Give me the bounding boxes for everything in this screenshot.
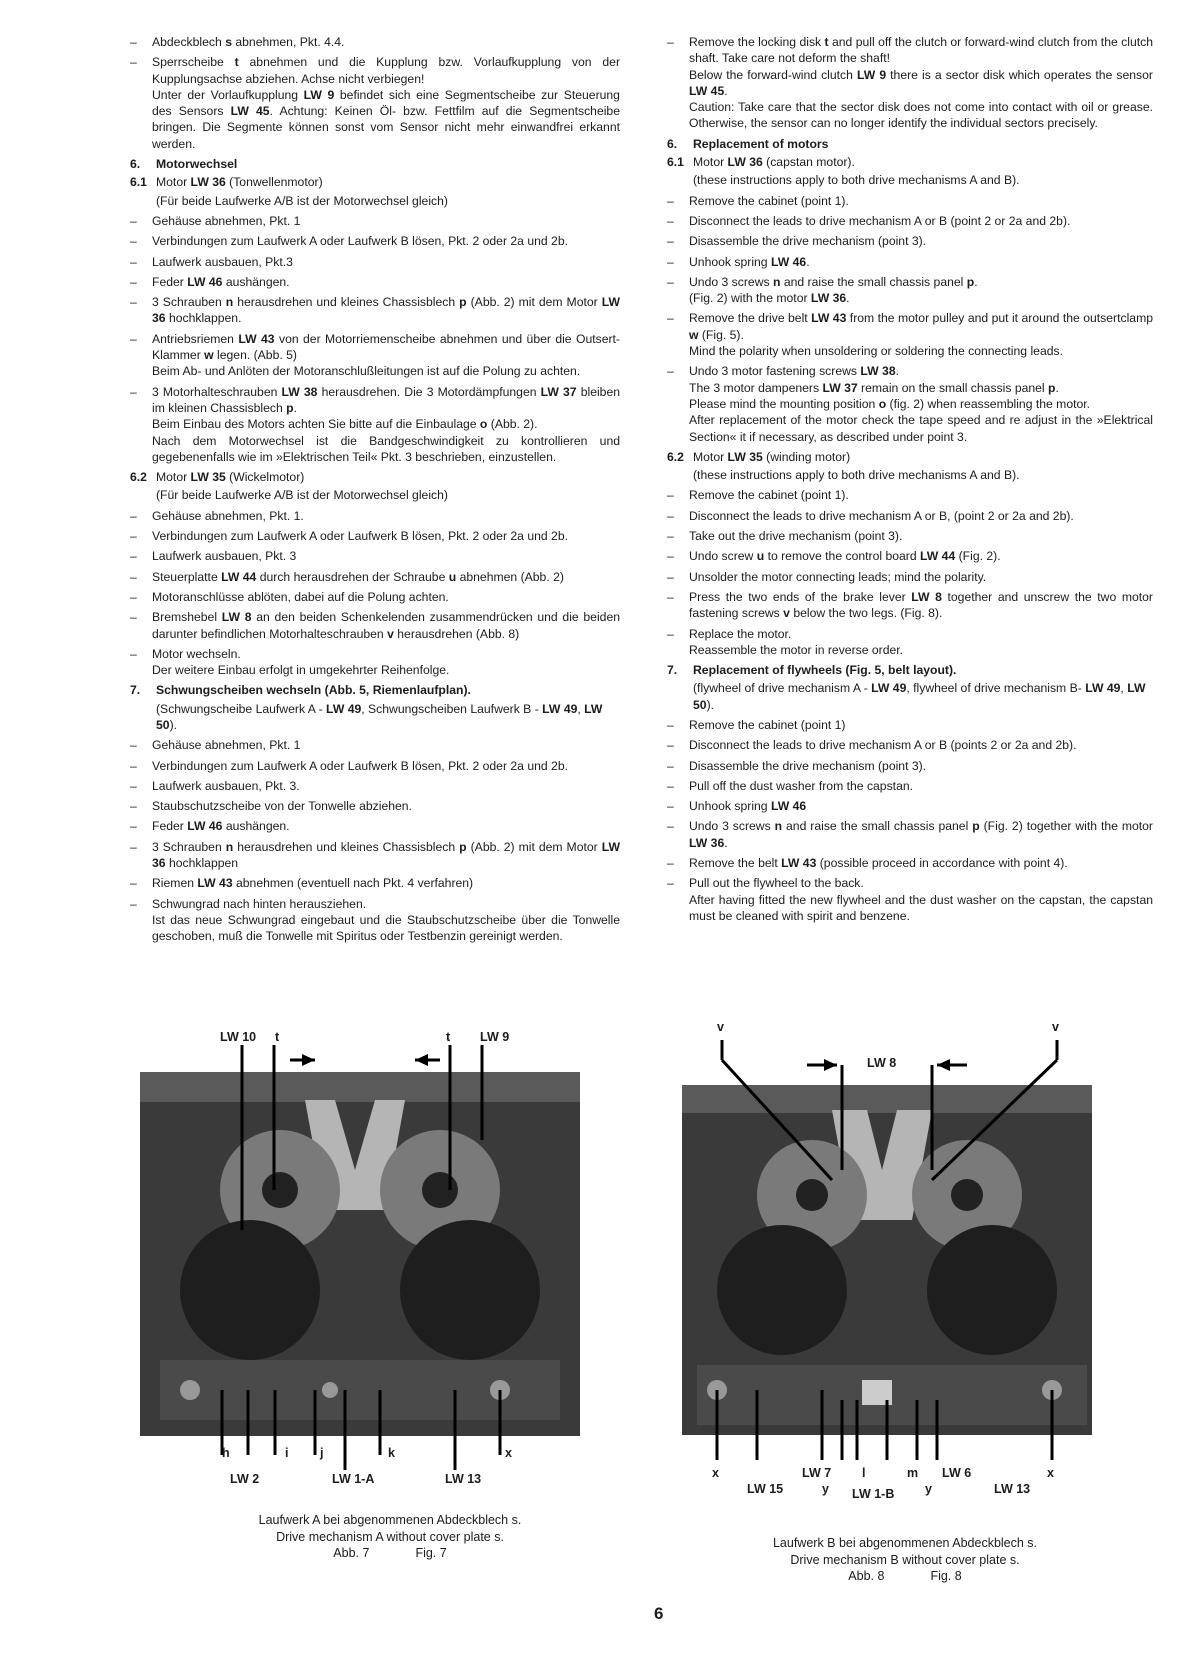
instruction-item <box>130 589 620 605</box>
label-x: x <box>505 1446 512 1460</box>
instruction-text: Remove the belt LW 43 (possible proceed in accordance with point 4). <box>689 856 1068 871</box>
label-lw8: LW 8 <box>867 1056 897 1070</box>
label-x-right: x <box>1047 1466 1054 1480</box>
instruction-text: Undo screw u to remove the control board LW 44 (Fig. 2). <box>689 549 1001 564</box>
instruction-item <box>130 737 620 753</box>
caption-fig7-en: Drive mechanism A without cover plate s. <box>276 1529 504 1544</box>
instruction-note: Beim Ab- und Anlöten der Motoranschlußleitungen ist auf die Polung zu achten. <box>152 364 581 379</box>
instruction-text: Schwungrad nach hinten herausziehen. <box>152 896 367 911</box>
dash-marker: – <box>130 610 137 625</box>
instruction-text: Disassemble the drive mechanism (point 3). <box>689 758 927 773</box>
subsection-number: 6.2 <box>667 449 684 464</box>
dash-marker: – <box>667 549 674 564</box>
instruction-text: Take out the drive mechanism (point 3). <box>689 529 903 544</box>
instruction-text: Disconnect the leads to drive mechanism A or B (points 2 or 2a and 2b). <box>689 738 1077 753</box>
instruction-note: After replacement of the motor check the tape speed and re adjust in the »Elektrical Section« it if necessary, as described under point 3. <box>689 413 1153 444</box>
instruction-text: 3 Motorhalteschrauben LW 38 herausdrehen. Die 3 Motordämpfungen LW 37 bleiben im kleinen Chassisblech p. <box>152 384 621 415</box>
instruction-note: Please mind the mounting position o (fig. 2) when reassembling the motor. <box>689 396 1091 411</box>
instruction-text: Undo 3 screws n and raise the small chassis panel p. <box>689 274 978 289</box>
instruction-text: Disassemble the drive mechanism (point 3). <box>689 234 927 249</box>
instruction-item <box>667 778 1153 794</box>
instruction-text: Undo 3 motor fastening screws LW 38. <box>689 364 899 379</box>
section-title: Replacement of motors <box>693 136 829 151</box>
subsection-note: (these instructions apply to both drive mechanisms A and B). <box>693 173 1020 188</box>
subsection-note: (Für beide Laufwerke A/B ist der Motorwechsel gleich) <box>156 193 448 208</box>
instruction-text: Unhook spring LW 46 <box>689 799 807 814</box>
instruction-text: Antriebsriemen LW 43 von der Motorriemenscheibe abnehmen und über die Outsert-Klammer w legen. (Abb. 5) <box>152 331 620 363</box>
dash-marker: – <box>667 589 674 604</box>
label-v-right: v <box>1052 1020 1059 1034</box>
instruction-note: After having fitted the new flywheel and the dust washer on the capstan, the capstan must be cleaned with spirit and benzene. <box>689 892 1153 923</box>
label-k: k <box>388 1446 395 1460</box>
figure-drive-a <box>130 1030 600 1486</box>
dash-marker: – <box>130 646 137 661</box>
dash-marker: – <box>130 738 137 753</box>
instruction-note: Ist das neue Schwungrad eingebaut und die Staubschutzscheibe über die Tonwelle geschoben, muß die Tonwelle mit Spiritus oder Testbenzin gereinigt werden. <box>152 912 620 944</box>
instruction-text: Pull out the flywheel to the back. <box>689 876 864 891</box>
caption-fig7-de: Laufwerk A bei abgenommenen Abdeckblech s. <box>258 1513 522 1527</box>
subsection-number: 6.1 <box>130 175 147 190</box>
instruction-item <box>130 778 620 794</box>
instruction-item <box>667 548 1153 564</box>
instruction-item <box>130 528 620 544</box>
label-h: h <box>222 1446 230 1460</box>
instruction-text: Feder LW 46 aushängen. <box>152 819 290 834</box>
caption-fig8-abb: Abb. 8 <box>848 1569 885 1583</box>
dash-marker: – <box>667 856 674 871</box>
instruction-text: Sperrscheibe t abnehmen und die Kupplung bzw. Vorlaufkupplung von der Kupplungsachse abziehen. Achse nicht verbiegen! <box>152 55 621 86</box>
caption-fig8-en: Drive mechanism B without cover plate s. <box>790 1552 1020 1567</box>
instruction-item <box>667 737 1153 753</box>
instruction-text: Gehäuse abnehmen, Pkt. 1. <box>152 508 304 523</box>
subsection-number: 6.2 <box>130 470 147 485</box>
dash-marker: – <box>130 274 137 289</box>
dash-marker: – <box>130 819 137 834</box>
photo-drive-a <box>130 1030 600 1480</box>
instruction-note: Mind the polarity when unsoldering or soldering the connecting leads. <box>689 344 1063 359</box>
dash-marker: – <box>667 569 674 584</box>
section-heading <box>667 136 1153 152</box>
subsection-heading <box>130 174 620 190</box>
dash-marker: – <box>130 896 137 911</box>
section-heading <box>130 682 620 698</box>
instruction-text: Unsolder the motor connecting leads; mind the polarity. <box>689 569 987 584</box>
dash-marker: – <box>130 799 137 814</box>
instruction-text: Disconnect the leads to drive mechanism A or B, (point 2 or 2a and 2b). <box>689 508 1074 523</box>
instruction-item <box>130 548 620 564</box>
caption-fig7-fig: Fig. 7 <box>415 1546 447 1560</box>
instruction-item <box>130 569 620 585</box>
instruction-text: Motoranschlüsse ablöten, dabei auf die Polung achten. <box>152 589 449 604</box>
instruction-text: 3 Schrauben n herausdrehen und kleines Chassisblech p (Abb. 2) mit dem Motor LW 36 hochklappen. <box>152 295 620 326</box>
instruction-text: Remove the locking disk t and pull off the clutch or forward-wind clutch from the clutch shaft. Take care not deform the shaft! <box>689 35 1153 66</box>
subsection-title: Motor LW 36 (Tonwellenmotor) <box>156 175 323 190</box>
dash-marker: – <box>667 778 674 793</box>
instruction-item <box>667 363 1153 444</box>
caption-fig7 <box>130 1512 650 1562</box>
dash-marker: – <box>667 311 674 326</box>
instruction-item <box>667 508 1153 524</box>
instruction-text: Verbindungen zum Laufwerk A oder Laufwerk B lösen, Pkt. 2 oder 2a und 2b. <box>152 529 568 544</box>
section-note: (Schwungscheibe Laufwerk A - LW 49, Schwungscheiben Laufwerk B - LW 49, LW 50). <box>156 701 603 732</box>
dash-marker: – <box>130 589 137 604</box>
label-x-left: x <box>712 1466 719 1480</box>
instruction-text: Gehäuse abnehmen, Pkt. 1 <box>152 738 301 753</box>
dash-marker: – <box>130 549 137 564</box>
instruction-text: Disconnect the leads to drive mechanism A or B (point 2 or 2a and 2b). <box>689 213 1071 228</box>
label-lw7: LW 7 <box>802 1466 832 1480</box>
dash-marker: – <box>667 35 674 49</box>
instruction-item <box>667 274 1153 307</box>
caption-fig7-abb: Abb. 7 <box>333 1546 370 1560</box>
section-title: Motorwechsel <box>156 157 238 172</box>
page-number: 6 <box>654 1604 664 1623</box>
instruction-item <box>130 331 620 380</box>
dash-marker: – <box>130 839 137 854</box>
dash-marker: – <box>130 295 137 310</box>
instruction-text: Feder LW 46 aushängen. <box>152 274 290 289</box>
instruction-text: Remove the cabinet (point 1). <box>689 193 849 208</box>
subsection-note: (Für beide Laufwerke A/B ist der Motorwechsel gleich) <box>156 488 448 503</box>
instruction-item <box>130 896 620 945</box>
subsection-heading <box>130 469 620 485</box>
dash-marker: – <box>130 35 137 49</box>
left-text-column <box>130 34 620 949</box>
instruction-item <box>667 569 1153 585</box>
dash-marker: – <box>130 384 137 399</box>
section-number: 6. <box>130 157 141 172</box>
dash-marker: – <box>667 274 674 289</box>
label-lw10: LW 10 <box>220 1030 257 1044</box>
subsection-number: 6.1 <box>667 155 684 170</box>
instruction-text: Pull off the dust washer from the capstan. <box>689 778 914 793</box>
instruction-item <box>667 798 1153 814</box>
dash-marker: – <box>130 876 137 891</box>
label-lw6: LW 6 <box>942 1466 972 1480</box>
instruction-text: 3 Schrauben n herausdrehen und kleines Chassisblech p (Abb. 2) mit dem Motor LW 36 hochklappen <box>152 839 620 871</box>
instruction-item <box>667 818 1153 851</box>
instruction-item <box>130 839 620 872</box>
label-lw13-left: LW 13 <box>445 1472 482 1486</box>
caption-fig8-de: Laufwerk B bei abgenommenen Abdeckblech s. <box>772 1536 1038 1550</box>
instruction-text: Laufwerk ausbauen, Pkt. 3. <box>152 778 300 793</box>
subsection-title: Motor LW 36 (capstan motor). <box>693 155 855 170</box>
instruction-item <box>130 274 620 290</box>
dash-marker: – <box>130 778 137 793</box>
instruction-text: Steuerplatte LW 44 durch herausdrehen der Schraube u abnehmen (Abb. 2) <box>152 569 564 584</box>
instruction-note: Nach dem Motorwechsel ist die Bandgeschwindigkeit zu kontrollieren und gegebenenfalls wie im »Elektrischen Teil« Pkt. 3 beschrieben, einzustellen. <box>152 433 620 464</box>
dash-marker: – <box>130 508 137 523</box>
instruction-item <box>130 384 620 465</box>
label-v-left: v <box>717 1020 724 1034</box>
section-title: Replacement of flywheels (Fig. 5, belt layout). <box>693 663 957 678</box>
instruction-text: Replace the motor. <box>689 626 792 641</box>
instruction-item <box>667 193 1153 209</box>
dash-marker: – <box>667 234 674 249</box>
label-y-right: y <box>925 1482 932 1496</box>
dash-marker: – <box>667 508 674 523</box>
subsection-heading <box>667 449 1153 465</box>
instruction-item <box>130 818 620 834</box>
instruction-item <box>667 758 1153 774</box>
dash-marker: – <box>130 254 137 269</box>
dash-marker: – <box>667 626 674 641</box>
instruction-item <box>667 626 1153 659</box>
subsection-title: Motor LW 35 (winding motor) <box>693 449 851 464</box>
instruction-item <box>130 34 620 50</box>
instruction-note: Beim Einbau des Motors achten Sie bitte auf die Einbaulage o (Abb. 2). <box>152 417 538 432</box>
instruction-item <box>667 233 1153 249</box>
subsection-heading <box>667 154 1153 170</box>
dash-marker: – <box>130 55 137 70</box>
instruction-text: Abdeckblech s abnehmen, Pkt. 4.4. <box>152 35 345 49</box>
label-m: m <box>907 1466 919 1480</box>
instruction-item <box>130 54 620 152</box>
instruction-text: Undo 3 screws n and raise the small chassis panel p (Fig. 2) together with the motor LW 36. <box>689 819 1153 850</box>
dash-marker: – <box>667 758 674 773</box>
instruction-text: Verbindungen zum Laufwerk A oder Laufwerk B lösen, Pkt. 2 oder 2a und 2b. <box>152 234 568 249</box>
label-lw1b: LW 1-B <box>852 1487 895 1501</box>
instruction-text: Bremshebel LW 8 an den beiden Schenkelenden zusammendrücken und die beiden darunter befindlichen Motorhalteschrauben v herausdrehen (Abb. 8) <box>152 610 620 641</box>
label-lw15: LW 15 <box>747 1482 784 1496</box>
instruction-text: Verbindungen zum Laufwerk A oder Laufwerk B lösen, Pkt. 2 oder 2a und 2b. <box>152 758 568 773</box>
dash-marker: – <box>130 758 137 773</box>
instruction-note: Below the forward-wind clutch LW 9 there is a sector disk which operates the sensor LW 45. <box>689 67 1153 98</box>
dash-marker: – <box>667 799 674 814</box>
instruction-item <box>667 855 1153 871</box>
subsection-note: (these instructions apply to both drive mechanisms A and B). <box>693 468 1020 483</box>
instruction-note: Der weitere Einbau erfolgt in umgekehrter Reihenfolge. <box>152 663 450 678</box>
dash-marker: – <box>667 488 674 503</box>
label-l: l <box>862 1466 866 1480</box>
dash-marker: – <box>130 213 137 228</box>
instruction-item <box>667 34 1153 132</box>
instruction-note: (Fig. 2) with the motor LW 36. <box>689 291 850 306</box>
dash-marker: – <box>667 193 674 208</box>
dash-marker: – <box>667 717 674 732</box>
instruction-text: Remove the drive belt LW 43 from the motor pulley and put it around the outsertclamp w (Fig. 5). <box>689 311 1153 342</box>
section-heading <box>667 662 1153 678</box>
instruction-item <box>130 508 620 524</box>
instruction-item <box>130 294 620 327</box>
instruction-note: Reassemble the motor in reverse order. <box>689 642 904 657</box>
photo-drive-b <box>672 1020 1112 1490</box>
section-note: (flywheel of drive mechanism A - LW 49, flywheel of drive mechanism B- LW 49, LW 50). <box>693 681 1146 712</box>
label-i: i <box>285 1446 289 1460</box>
right-text-column <box>667 34 1153 928</box>
instruction-text: Press the two ends of the brake lever LW 8 together and unscrew the two motor fastening screws v below the two legs. (Fig. 8). <box>689 589 1153 621</box>
dash-marker: – <box>130 569 137 584</box>
dash-marker: – <box>667 364 674 379</box>
dash-marker: – <box>667 254 674 269</box>
instruction-item <box>130 213 620 229</box>
instruction-text: Laufwerk ausbauen, Pkt. 3 <box>152 549 297 564</box>
dash-marker: – <box>130 529 137 544</box>
instruction-text: Motor wechseln. <box>152 646 241 661</box>
dash-marker: – <box>667 738 674 753</box>
instruction-item <box>667 254 1153 270</box>
label-lw1a: LW 1-A <box>332 1472 375 1486</box>
instruction-text: Gehäuse abnehmen, Pkt. 1 <box>152 213 301 228</box>
label-lw9: LW 9 <box>480 1030 510 1044</box>
instruction-text: Remove the cabinet (point 1) <box>689 717 846 732</box>
instruction-item <box>130 758 620 774</box>
label-j: j <box>320 1446 324 1460</box>
instruction-item <box>130 233 620 249</box>
dash-marker: – <box>667 529 674 544</box>
instruction-text: Remove the cabinet (point 1). <box>689 488 849 503</box>
section-number: 7. <box>667 663 678 678</box>
instruction-item <box>667 487 1153 503</box>
label-t-left: t <box>275 1030 280 1044</box>
instruction-text: Staubschutzscheibe von der Tonwelle abziehen. <box>152 799 412 814</box>
instruction-item <box>667 528 1153 544</box>
section-number: 6. <box>667 136 678 151</box>
dash-marker: – <box>130 234 137 249</box>
caption-fig8 <box>655 1535 1155 1585</box>
section-heading <box>130 156 620 172</box>
instruction-item <box>130 646 620 679</box>
subsection-title: Motor LW 35 (Wickelmotor) <box>156 470 305 485</box>
instruction-text: Riemen LW 43 abnehmen (eventuell nach Pkt. 4 verfahren) <box>152 876 474 891</box>
instruction-text: Unhook spring LW 46. <box>689 254 810 269</box>
dash-marker: – <box>667 819 674 834</box>
dash-marker: – <box>667 213 674 228</box>
instruction-item <box>667 310 1153 359</box>
instruction-text: Laufwerk ausbauen, Pkt.3 <box>152 254 293 269</box>
label-y-left: y <box>822 1482 829 1496</box>
label-t-right: t <box>446 1030 451 1044</box>
instruction-item <box>667 213 1153 229</box>
section-number: 7. <box>130 683 141 698</box>
instruction-item <box>667 875 1153 924</box>
figure-drive-b <box>672 1020 1112 1501</box>
instruction-item <box>130 875 620 891</box>
label-lw13-right: LW 13 <box>994 1482 1031 1496</box>
instruction-item <box>130 609 620 642</box>
caption-fig8-fig: Fig. 8 <box>930 1569 962 1583</box>
instruction-item <box>667 589 1153 622</box>
instruction-note: Unter der Vorlaufkupplung LW 9 befindet sich eine Segmentscheibe zur Steuerung des Sensors LW 45. Achtung: Keinen Öl- bzw. Fettfilm auf die Segmentscheibe bringen. Die Segmente können sonst vom Sensor nicht mehr einwandfrei erkannt werden. <box>152 87 620 151</box>
instruction-item <box>130 798 620 814</box>
dash-marker: – <box>667 876 674 891</box>
instruction-note: The 3 motor dampeners LW 37 remain on the small chassis panel p. <box>689 380 1059 395</box>
section-title: Schwungscheiben wechseln (Abb. 5, Riemenlaufplan). <box>156 683 471 698</box>
instruction-item <box>667 717 1153 733</box>
label-lw2: LW 2 <box>230 1472 260 1486</box>
instruction-note: Caution: Take care that the sector disk does not come into contact with oil or grease. Otherwise, the sensor can no longer identify the individual sectors precisely. <box>689 100 1153 131</box>
dash-marker: – <box>130 331 137 346</box>
instruction-item <box>130 254 620 270</box>
